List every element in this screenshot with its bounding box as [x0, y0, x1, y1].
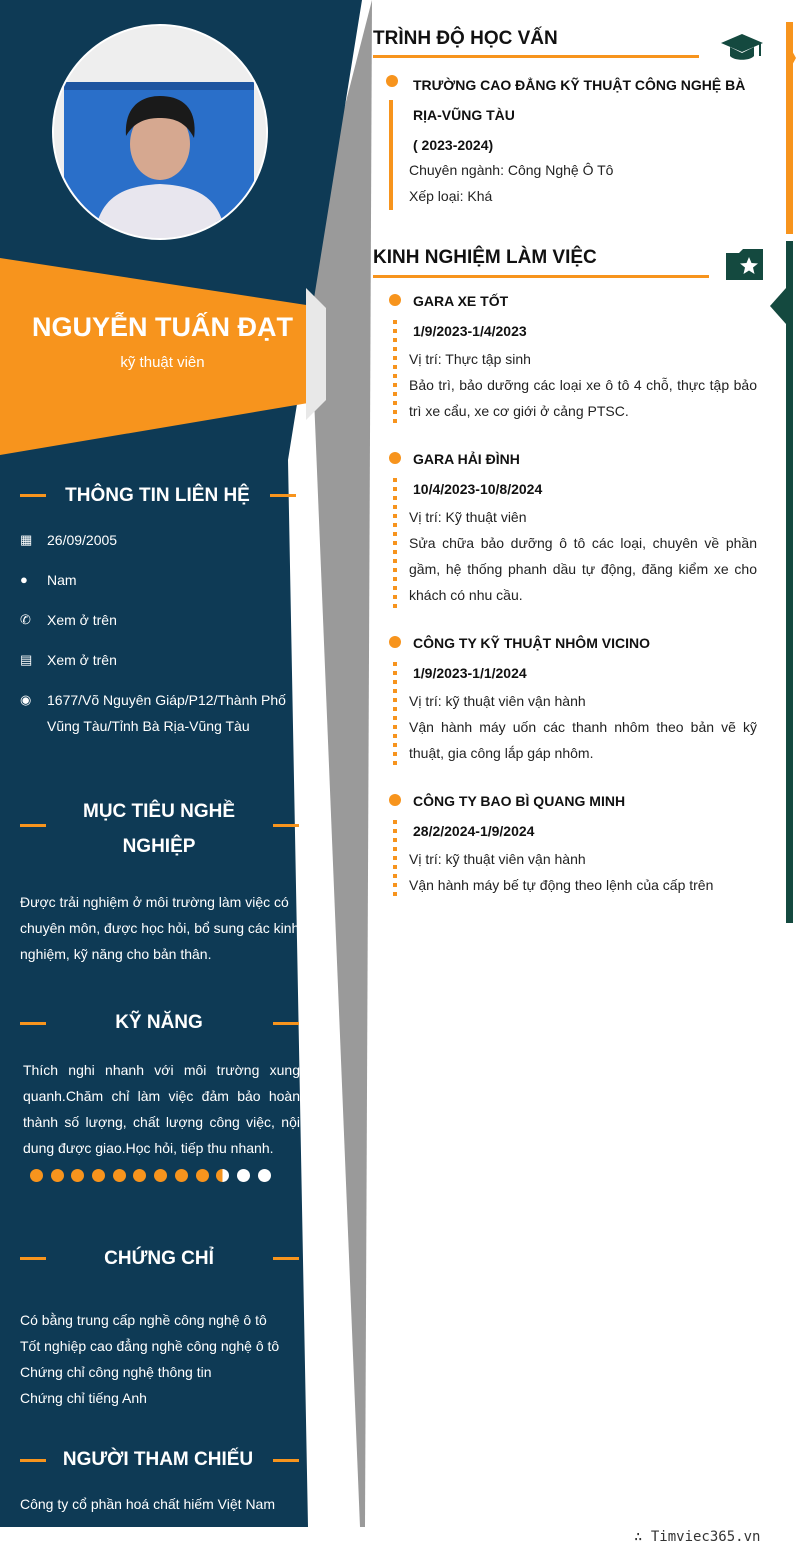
job-description: Sửa chữa bảo dưỡng ô tô các loại, chuyên về phần gầm, hệ thống phanh dầu tự động, đăng kiểm xe cho khách có nhu cầu.: [409, 535, 757, 603]
graduation-cap-icon: [720, 32, 764, 64]
brand-logo-icon: ∴: [634, 1529, 651, 1545]
phone-icon: ✆: [20, 612, 31, 627]
job-bullet: [389, 294, 401, 306]
contact-heading: THÔNG TIN LIÊN HỆ: [65, 485, 250, 506]
skill-dot: [30, 1169, 43, 1182]
skill-dot: [133, 1169, 146, 1182]
contact-address: [20, 687, 300, 739]
contact-phone: [20, 607, 300, 633]
references-heading: NGƯỜI THAM CHIẾU: [62, 1449, 254, 1470]
references-text: Công ty cổ phần hoá chất hiếm Việt Nam: [20, 1496, 276, 1512]
education-period: ( 2023-2024): [413, 137, 494, 153]
experience-heading: KINH NGHIỆM LÀM VIỆC: [373, 247, 597, 268]
heading-dash: [20, 1022, 46, 1025]
skill-dot: [237, 1169, 250, 1182]
profile-title: kỹ thuật viên: [120, 354, 205, 371]
gender-value: Nam: [47, 572, 77, 588]
contact-birthday: [20, 527, 300, 553]
exp-side-arrow: [770, 288, 786, 324]
skill-dot: [175, 1169, 188, 1182]
objective-heading: [60, 794, 258, 864]
job-timeline: [393, 478, 397, 608]
certificates-list: [20, 1307, 305, 1411]
location-icon: ◉: [20, 692, 32, 707]
profile-name: NGUYỄN TUẤN ĐẠT: [32, 312, 293, 342]
contact-gender: [20, 567, 300, 593]
skills-heading: KỸ NĂNG: [115, 1012, 203, 1033]
education-details: [409, 157, 769, 209]
avatar-photo: [54, 26, 266, 238]
certificates-heading: CHỨNG CHỈ: [104, 1248, 214, 1269]
objective-text: Được trải nghiệm ở môi trường làm việc có chuyên môn, được học hỏi, bổ sung các kinh nghiệm, kỹ năng cho bản thân.: [20, 894, 300, 962]
education-bullet: [386, 75, 398, 87]
skill-dot: [113, 1169, 126, 1182]
job-company: CÔNG TY BAO BÌ QUANG MINH: [413, 793, 626, 809]
certificate-item: Có bằng trung cấp nghề công nghệ ô tô: [20, 1312, 267, 1328]
contact-email: [20, 647, 300, 673]
job-bullet: [389, 452, 401, 464]
skill-dot: [216, 1169, 229, 1182]
job-description: Vận hành máy bế tự động theo lệnh của cấp trên: [409, 877, 714, 893]
objective-heading-line2: NGHIỆP: [122, 836, 196, 857]
email-value: Xem ở trên: [47, 652, 117, 668]
job-period: 1/9/2023-1/1/2024: [413, 665, 527, 681]
skill-rating: [30, 1169, 290, 1183]
heading-dash: [270, 494, 296, 497]
job-position: Vị trí: kỹ thuật viên vận hành: [409, 851, 586, 867]
experience-underline: [373, 275, 709, 278]
phone-value: Xem ở trên: [47, 612, 117, 628]
job-company: GARA HẢI ĐÌNH: [413, 451, 520, 467]
job-company: GARA XE TỐT: [413, 293, 509, 309]
heading-dash: [273, 1022, 299, 1025]
heading-dash: [20, 494, 46, 497]
job-description: Vận hành máy uốn các thanh nhôm theo bản vẽ kỹ thuật, gia công lắp gáp nhôm.: [409, 719, 757, 761]
job-position: Vị trí: Thực tập sinh: [409, 351, 531, 367]
heading-dash: [273, 1459, 299, 1462]
heading-dash: [20, 824, 46, 827]
email-icon: ▤: [20, 652, 33, 667]
job-description: Bảo trì, bảo dưỡng các loại xe ô tô 4 chỗ, thực tập bảo trì xe cẩu, xe cơ giới ở cảng PTSC.: [409, 377, 757, 419]
calendar-icon: ▦: [20, 532, 33, 547]
birthday-value: 26/09/2005: [47, 532, 118, 548]
user-icon: ●: [20, 572, 28, 587]
education-line: [389, 100, 393, 210]
job-position: Vị trí: kỹ thuật viên vận hành: [409, 693, 586, 709]
skill-dot: [51, 1169, 64, 1182]
job-period: 28/2/2024-1/9/2024: [413, 823, 535, 839]
brand-text: Timviec365.vn: [650, 1529, 761, 1545]
education-school: [413, 70, 773, 160]
skill-dot: [92, 1169, 105, 1182]
skills-text: Thích nghi nhanh với môi trường xung quanh.Chăm chỉ làm việc đảm bảo hoàn thành số lượng, chất lượng công việc, nội dung được giao.Học hỏi, tiếp thu nhanh.: [23, 1062, 300, 1156]
school-line1: TRƯỜNG CAO ĐẲNG KỸ THUẬT CÔNG NGHỆ BÀ: [413, 77, 746, 93]
job-timeline: [393, 820, 397, 896]
certificate-item: Chứng chỉ tiếng Anh: [20, 1390, 147, 1406]
certificate-item: Tốt nghiệp cao đẳng nghề công nghệ ô tô: [20, 1338, 280, 1354]
heading-dash: [273, 824, 299, 827]
education-grade: Xếp loại: Khá: [409, 188, 493, 204]
job-bullet: [389, 794, 401, 806]
job-company: CÔNG TY KỸ THUẬT NHÔM VICINO: [413, 635, 650, 651]
education-underline: [373, 55, 699, 58]
job-timeline: [393, 662, 397, 766]
exp-side-bar: [786, 241, 793, 923]
job-bullet: [389, 636, 401, 648]
skill-dot: [196, 1169, 209, 1182]
job-timeline: [393, 320, 397, 424]
folder-star-icon: [725, 248, 765, 282]
education-major: Chuyên ngành: Công Nghệ Ô Tô: [409, 162, 614, 178]
avatar: [52, 24, 268, 240]
job-position: Vị trí: Kỹ thuật viên: [409, 509, 527, 525]
education-heading: TRÌNH ĐỘ HỌC VẤN: [373, 28, 558, 49]
job-period: 10/4/2023-10/8/2024: [413, 481, 543, 497]
skill-dot: [71, 1169, 84, 1182]
heading-dash: [20, 1257, 46, 1260]
address-value: 1677/Võ Nguyên Giáp/P12/Thành Phố Vũng Tàu/Tỉnh Bà Rịa-Vũng Tàu: [47, 692, 286, 734]
skill-dot: [258, 1169, 271, 1182]
skill-dot: [154, 1169, 167, 1182]
heading-dash: [273, 1257, 299, 1260]
school-line2: RỊA-VŨNG TÀU: [413, 107, 515, 123]
certificate-item: Chứng chỉ công nghệ thông tin: [20, 1364, 212, 1380]
heading-dash: [20, 1459, 46, 1462]
banner-arrow: [306, 288, 326, 420]
footer-brand[interactable]: [634, 1529, 760, 1545]
job-period: 1/9/2023-1/4/2023: [413, 323, 527, 339]
objective-heading-line1: MỤC TIÊU NGHỀ: [83, 801, 235, 822]
